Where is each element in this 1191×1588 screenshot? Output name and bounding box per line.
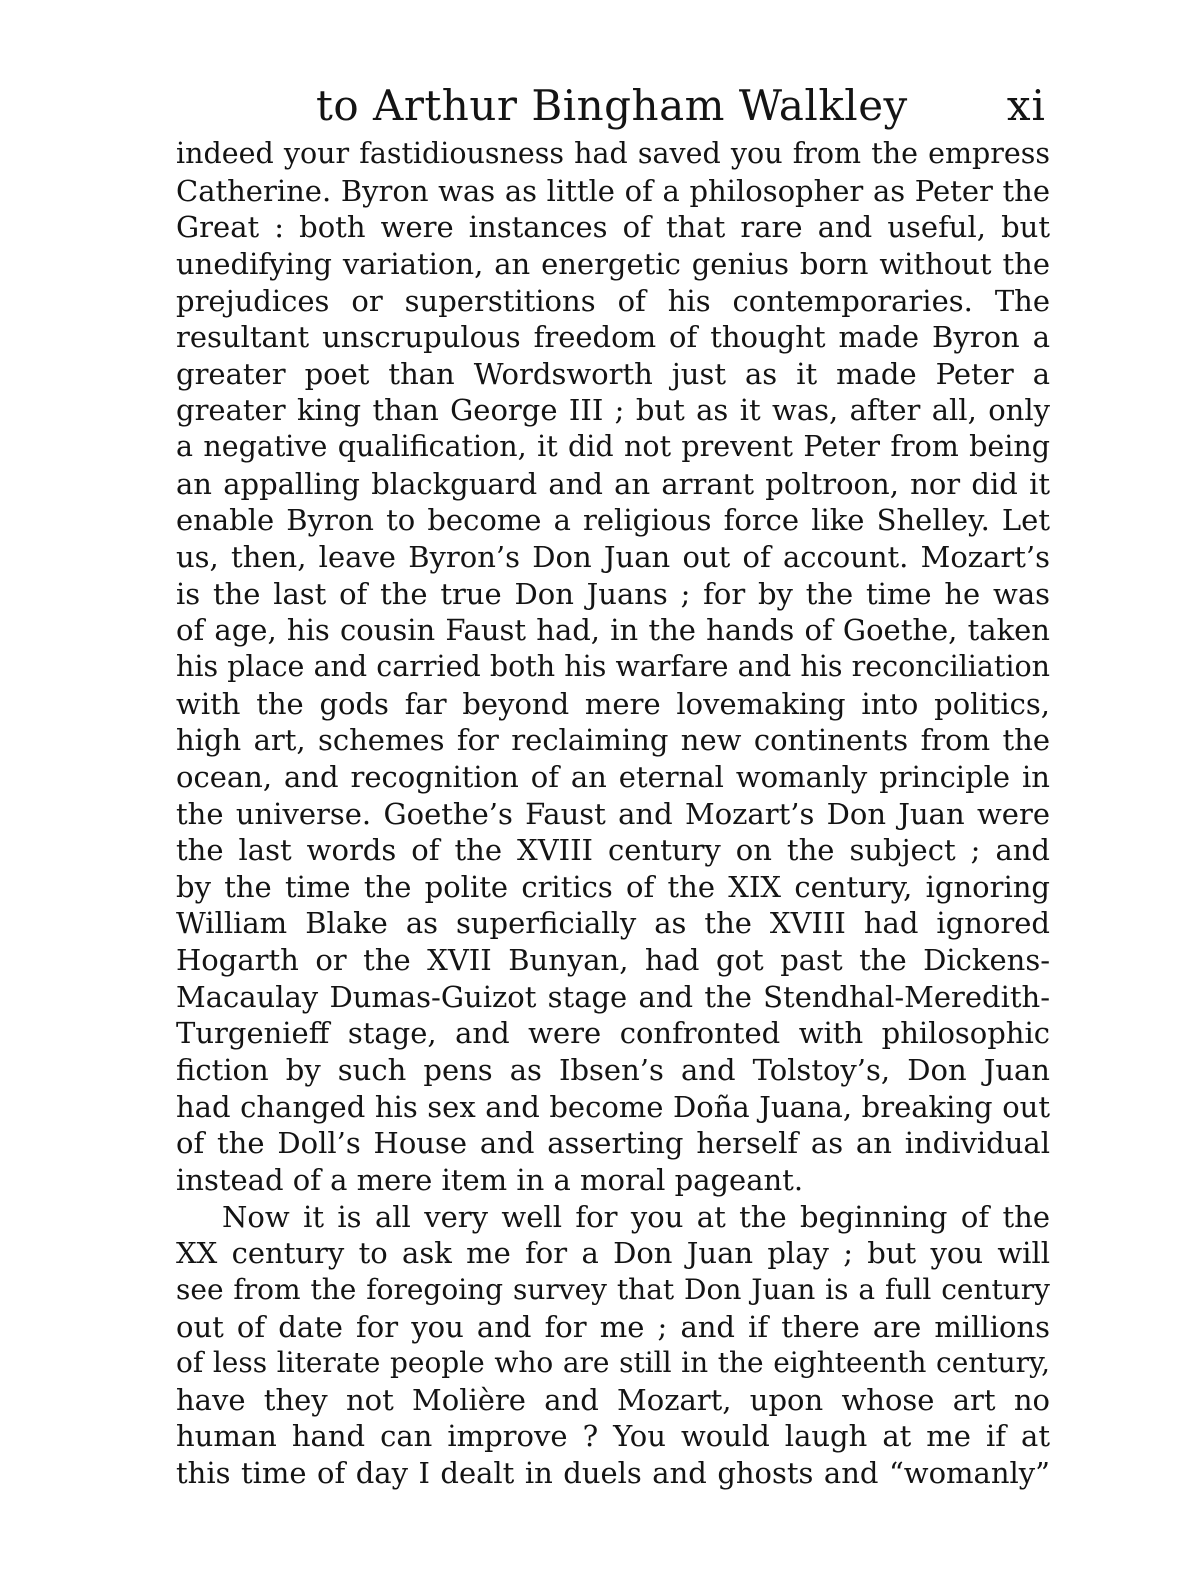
text-line: high art, schemes for reclaiming new continents from the (176, 723, 1050, 758)
text-line: Turgenieff stage, and were confronted with philosophic (176, 1016, 1050, 1051)
text-line: a negative qualification, it did not prevent Peter from being (176, 430, 1050, 464)
text-line: have they not Molière and Mozart, upon whose art no (176, 1382, 1050, 1417)
text-line: had changed his sex and become Doña Juana, breaking out (176, 1089, 1050, 1124)
body-text (176, 136, 1050, 1492)
text-line: by the time the polite critics of the XIX century, ignoring (176, 869, 1050, 904)
text-line: this time of day I dealt in duels and ghosts and “womanly” (176, 1456, 1050, 1491)
running-head (176, 76, 1050, 136)
text-line: us, then, leave Byron’s Don Juan out of account. Mozart’s (176, 540, 1050, 575)
text-line: XX century to ask me for a Don Juan play ; but you will (176, 1236, 1050, 1271)
text-line: with the gods far beyond mere lovemaking into politics, (176, 686, 1050, 721)
text-line: fiction by such pens as Ibsen’s and Tolstoy’s, Don Juan (176, 1053, 1050, 1088)
paragraph (176, 1199, 1050, 1492)
text-line: an appalling blackguard and an arrant poltroon, nor did it (176, 466, 1050, 501)
text-line: Now it is all very well for you at the beginning of the (222, 1199, 1050, 1234)
text-line: William Blake as superficially as the XVIII had ignored (176, 906, 1050, 941)
page-number: xi (1006, 81, 1046, 130)
text-line: prejudices or superstitions of his contemporaries. The (176, 283, 1050, 318)
text-line: Great : both were instances of that rare and useful, but (176, 210, 1050, 245)
text-line: the last words of the XVIII century on the subject ; and (176, 833, 1050, 868)
text-line: out of date for you and for me ; and if there are millions (176, 1309, 1050, 1344)
text-line: resultant unscrupulous freedom of thought made Byron a (176, 320, 1050, 355)
paragraph (176, 136, 1050, 1199)
text-line: of the Doll’s House and asserting herself as an individual (176, 1126, 1050, 1161)
text-line: his place and carried both his warfare and his reconciliation (176, 649, 1050, 683)
text-line: human hand can improve ? You would laugh at me if at (176, 1419, 1050, 1454)
text-line: unedifying variation, an energetic genius born without the (176, 246, 1050, 281)
text-line: the universe. Goethe’s Faust and Mozart’s Don Juan were (176, 796, 1050, 831)
running-title: to Arthur Bingham Walkley (316, 81, 908, 130)
text-line: Macaulay Dumas-Guizot stage and the Stendhal-Meredith- (176, 979, 1050, 1014)
text-line: ocean, and recognition of an eternal womanly principle in (176, 759, 1050, 794)
text-line: greater poet than Wordsworth just as it made Peter a (176, 356, 1050, 391)
text-line: greater king than George III ; but as it was, after all, only (176, 393, 1050, 428)
text-line: instead of a mere item in a moral pageant. (176, 1162, 804, 1197)
text-line: of age, his cousin Faust had, in the hands of Goethe, taken (176, 613, 1050, 648)
text-line: Hogarth or the XVII Bunyan, had got past the Dickens- (176, 943, 1050, 978)
text-line: see from the foregoing survey that Don Juan is a full century (176, 1272, 1050, 1306)
text-line: is the last of the true Don Juans ; for by the time he was (176, 576, 1050, 611)
text-line: of less literate people who are still in the eighteenth century, (176, 1346, 1050, 1380)
text-line: indeed your fastidiousness had saved you from the empress (176, 137, 1050, 170)
text-line: Catherine. Byron was as little of a philosopher as Peter the (176, 173, 1050, 208)
text-line: enable Byron to become a religious force like Shelley. Let (176, 503, 1050, 538)
